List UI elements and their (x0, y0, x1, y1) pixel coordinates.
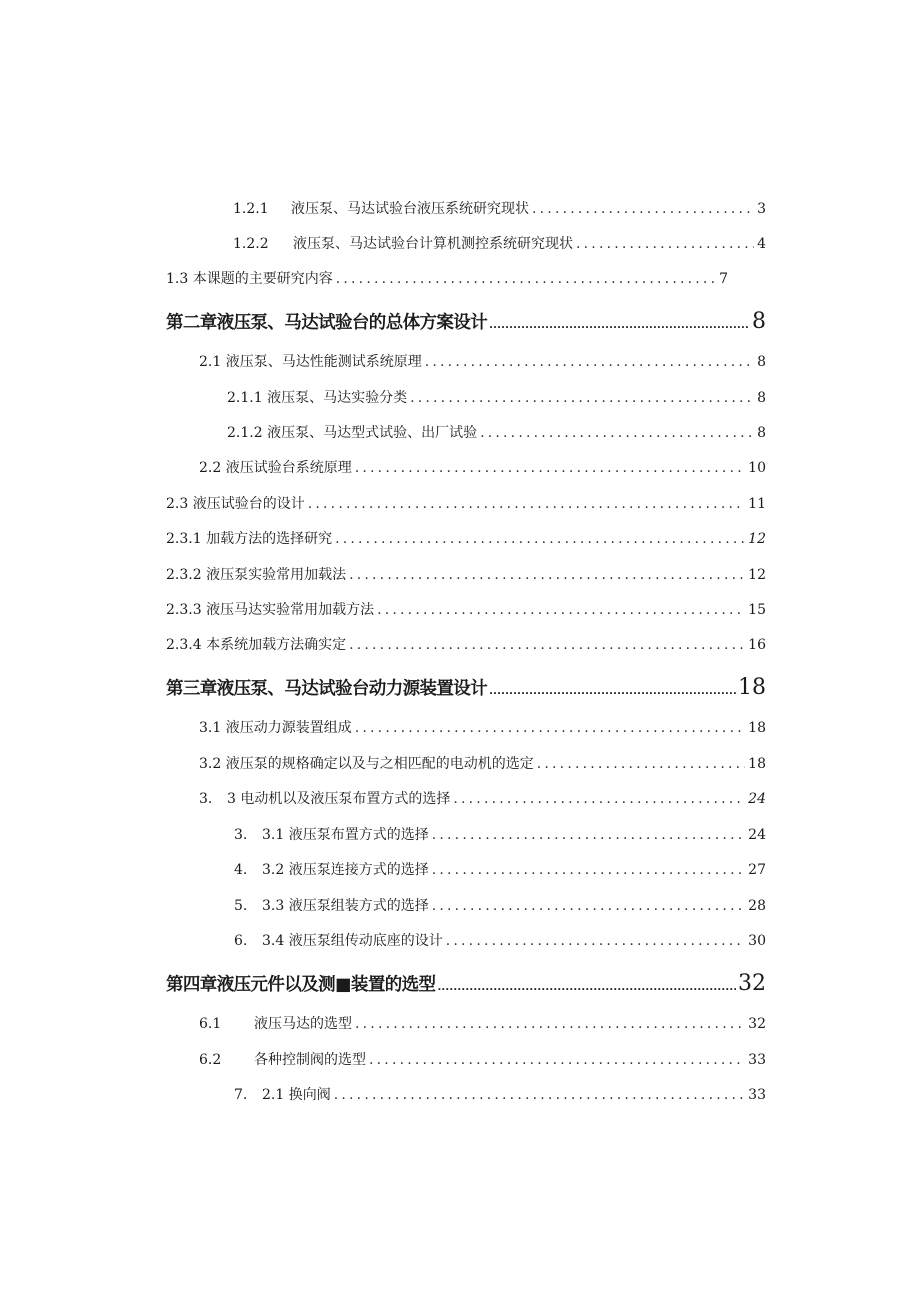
dot-leader (369, 1050, 745, 1070)
dot-leader (335, 529, 745, 549)
dot-leader (532, 199, 754, 219)
toc-page-number: 8 (757, 425, 766, 441)
toc-page-number: 24 (748, 791, 766, 807)
toc-title: 液压泵、马达试验台计算机测控系统研究现状 (293, 236, 573, 252)
toc-entry[interactable] (199, 718, 766, 738)
toc-entry[interactable] (234, 896, 766, 916)
toc-page-number: 16 (748, 637, 766, 653)
toc-page-number: 18 (738, 675, 766, 700)
dot-leader (377, 600, 745, 620)
toc-page-number: 8 (757, 354, 766, 370)
toc-page-number: 27 (748, 862, 766, 878)
dot-leader (336, 269, 716, 289)
toc-page-number: 12 (748, 531, 766, 547)
dot-leader (489, 679, 736, 705)
toc-number: 7. (234, 1087, 248, 1103)
toc-page-number: 24 (748, 827, 766, 843)
dot-leader (355, 1014, 745, 1034)
dot-leader (489, 313, 750, 339)
toc-number: 6.1 (199, 1016, 222, 1032)
dot-leader (537, 754, 745, 774)
toc-title: 2.3 液压试验台的设计 (166, 496, 305, 512)
toc-entry[interactable] (199, 458, 766, 478)
dot-leader (355, 718, 745, 738)
toc-page-number: 28 (748, 898, 766, 914)
toc-title: 2.1.2 液压泵、马达型式试验、出厂试验 (227, 425, 478, 441)
toc-entry[interactable] (166, 529, 766, 549)
dot-leader (432, 825, 745, 845)
toc-entry[interactable] (166, 494, 766, 514)
dot-leader (355, 458, 745, 478)
toc-entry[interactable] (234, 825, 766, 845)
dot-leader (410, 388, 754, 408)
toc-page-number: 4 (757, 236, 766, 252)
toc-title: 2.1 液压泵、马达性能测试系统原理 (199, 354, 422, 370)
toc-title: 3 电动机以及液压泵布置方式的选择 (227, 791, 451, 807)
toc-title: 1.3 本课题的主要研究内容 (166, 271, 333, 287)
toc-page-number: 32 (748, 1016, 766, 1032)
toc-page-number: 30 (748, 933, 766, 949)
toc-chapter-entry[interactable] (166, 971, 766, 997)
toc-entry[interactable] (199, 754, 766, 774)
toc-page-number: 7 (719, 271, 728, 287)
toc-number: 6. (234, 933, 248, 949)
toc-page-number: 8 (757, 390, 766, 406)
toc-number: 5. (234, 898, 248, 914)
toc-title: 2.1 换向阀 (262, 1087, 331, 1103)
toc-entry[interactable] (166, 635, 766, 655)
toc-title: 液压马达的选型 (254, 1016, 352, 1032)
toc-number: 4. (234, 862, 248, 878)
toc-title: 3.1 液压泵布置方式的选择 (262, 827, 429, 843)
dot-leader (334, 1085, 745, 1105)
toc-title: 3.3 液压泵组装方式的选择 (262, 898, 429, 914)
dot-leader (446, 931, 745, 951)
toc-chapter-entry[interactable] (166, 675, 766, 701)
toc-entry[interactable] (233, 199, 766, 219)
toc-title: 3.2 液压泵连接方式的选择 (262, 862, 429, 878)
toc-entry[interactable] (234, 860, 766, 880)
dot-leader (349, 565, 745, 585)
toc-number: 1.2.1 (233, 201, 269, 217)
dot-leader (437, 975, 736, 1001)
toc-page-number: 18 (748, 756, 766, 772)
toc-title: 2.2 液压试验台系统原理 (199, 460, 352, 476)
dot-leader (425, 352, 754, 372)
toc-title: 第四章液压元件以及测■装置的选型 (166, 975, 436, 995)
toc-number: 3. (199, 791, 213, 807)
toc-page-number: 15 (748, 602, 766, 618)
toc-entry[interactable] (234, 1085, 766, 1105)
dot-leader (453, 789, 745, 809)
toc-number: 3. (234, 827, 248, 843)
dot-leader (349, 635, 745, 655)
toc-entry[interactable] (227, 388, 766, 408)
toc-title: 3.2 液压泵的规格确定以及与之相匹配的电动机的选定 (199, 756, 534, 772)
toc-chapter-entry[interactable] (166, 309, 766, 335)
toc-entry[interactable] (199, 1050, 766, 1070)
toc-title: 第二章液压泵、马达试验台的总体方案设计 (166, 313, 488, 333)
toc-page-number: 33 (748, 1087, 766, 1103)
toc-entry[interactable] (227, 423, 766, 443)
dot-leader (432, 860, 745, 880)
toc-entry[interactable] (234, 931, 766, 951)
toc-entry[interactable] (233, 234, 766, 254)
toc-page-number: 33 (748, 1052, 766, 1068)
toc-page-number: 18 (748, 720, 766, 736)
toc-entry[interactable] (199, 1014, 766, 1034)
toc-entry[interactable] (199, 789, 766, 809)
toc-page-number: 8 (752, 309, 766, 334)
toc-title: 2.3.1 加载方法的选择研究 (166, 531, 333, 547)
toc-page-number: 11 (748, 496, 766, 512)
toc-entry[interactable] (166, 565, 766, 585)
toc-title: 2.3.2 液压泵实验常用加载法 (166, 567, 347, 583)
toc-number: 1.2.2 (233, 236, 269, 252)
toc-page-number: 3 (757, 201, 766, 217)
dot-leader (480, 423, 754, 443)
toc-page-number: 12 (748, 567, 766, 583)
toc-title: 2.3.3 液压马达实验常用加载方法 (166, 602, 375, 618)
toc-title: 第三章液压泵、马达试验台动力源装置设计 (166, 679, 488, 699)
toc-title: 各种控制阀的选型 (254, 1052, 366, 1068)
toc-entry[interactable] (199, 352, 766, 372)
toc-entry[interactable] (166, 269, 728, 289)
toc-number: 6.2 (199, 1052, 222, 1068)
toc-entry[interactable] (166, 600, 766, 620)
toc-title: 2.1.1 液压泵、马达实验分类 (227, 390, 408, 406)
toc-title: 2.3.4 本系统加载方法确实定 (166, 637, 347, 653)
toc-title: 3.1 液压动力源装置组成 (199, 720, 352, 736)
toc-page-number: 10 (748, 460, 766, 476)
toc-title: 液压泵、马达试验台液压系统研究现状 (291, 201, 529, 217)
dot-leader (308, 494, 745, 514)
toc-page-number: 32 (738, 971, 766, 996)
dot-leader (576, 234, 754, 254)
dot-leader (432, 896, 745, 916)
toc-title: 3.4 液压泵组传动底座的设计 (262, 933, 443, 949)
